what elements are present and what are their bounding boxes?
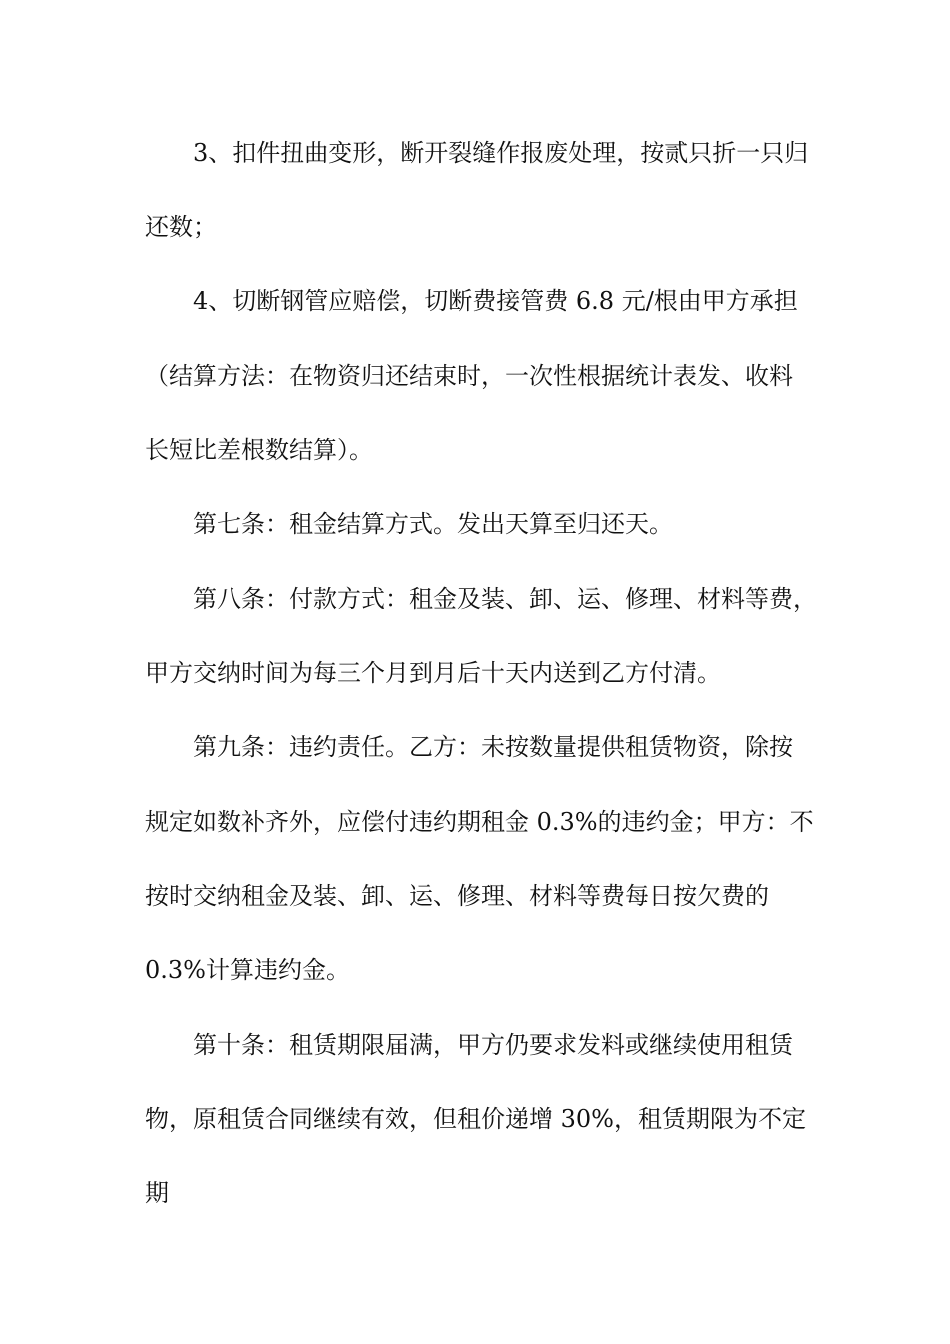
text-line: 期 xyxy=(145,1179,169,1207)
text-line: 第十条：租赁期限届满，甲方仍要求发料或继续使用租赁 xyxy=(193,1031,793,1059)
text-line: 第七条：租金结算方式。发出天算至归还天。 xyxy=(193,510,673,538)
text-line: 按时交纳租金及装、卸、运、修理、材料等费每日按欠费的 xyxy=(145,882,769,910)
text-line: 物，原租赁合同继续有效，但租价递增 30%，租赁期限为不定 xyxy=(145,1105,806,1133)
text-line: 0.3%计算违约金。 xyxy=(145,956,350,984)
text-line: 甲方交纳时间为每三个月到月后十天内送到乙方付清。 xyxy=(145,659,721,687)
text-line: 第八条：付款方式：租金及装、卸、运、修理、材料等费， xyxy=(193,585,817,613)
text-line: 3、扣件扭曲变形，断开裂缝作报废处理，按贰只折一只归 xyxy=(193,139,809,167)
text-line: 规定如数补齐外，应偿付违约期租金 0.3%的违约金；甲方：不 xyxy=(145,808,814,836)
text-line: 第九条：违约责任。乙方：未按数量提供租赁物资，除按 xyxy=(193,733,793,761)
text-line: 还数； xyxy=(145,213,217,241)
text-line: （结算方法：在物资归还结束时，一次性根据统计表发、收料 xyxy=(145,362,793,390)
text-line: 4、切断钢管应赔偿，切断费接管费 6.8 元/根由甲方承担 xyxy=(193,287,798,315)
text-line: 长短比差根数结算）。 xyxy=(145,436,373,464)
